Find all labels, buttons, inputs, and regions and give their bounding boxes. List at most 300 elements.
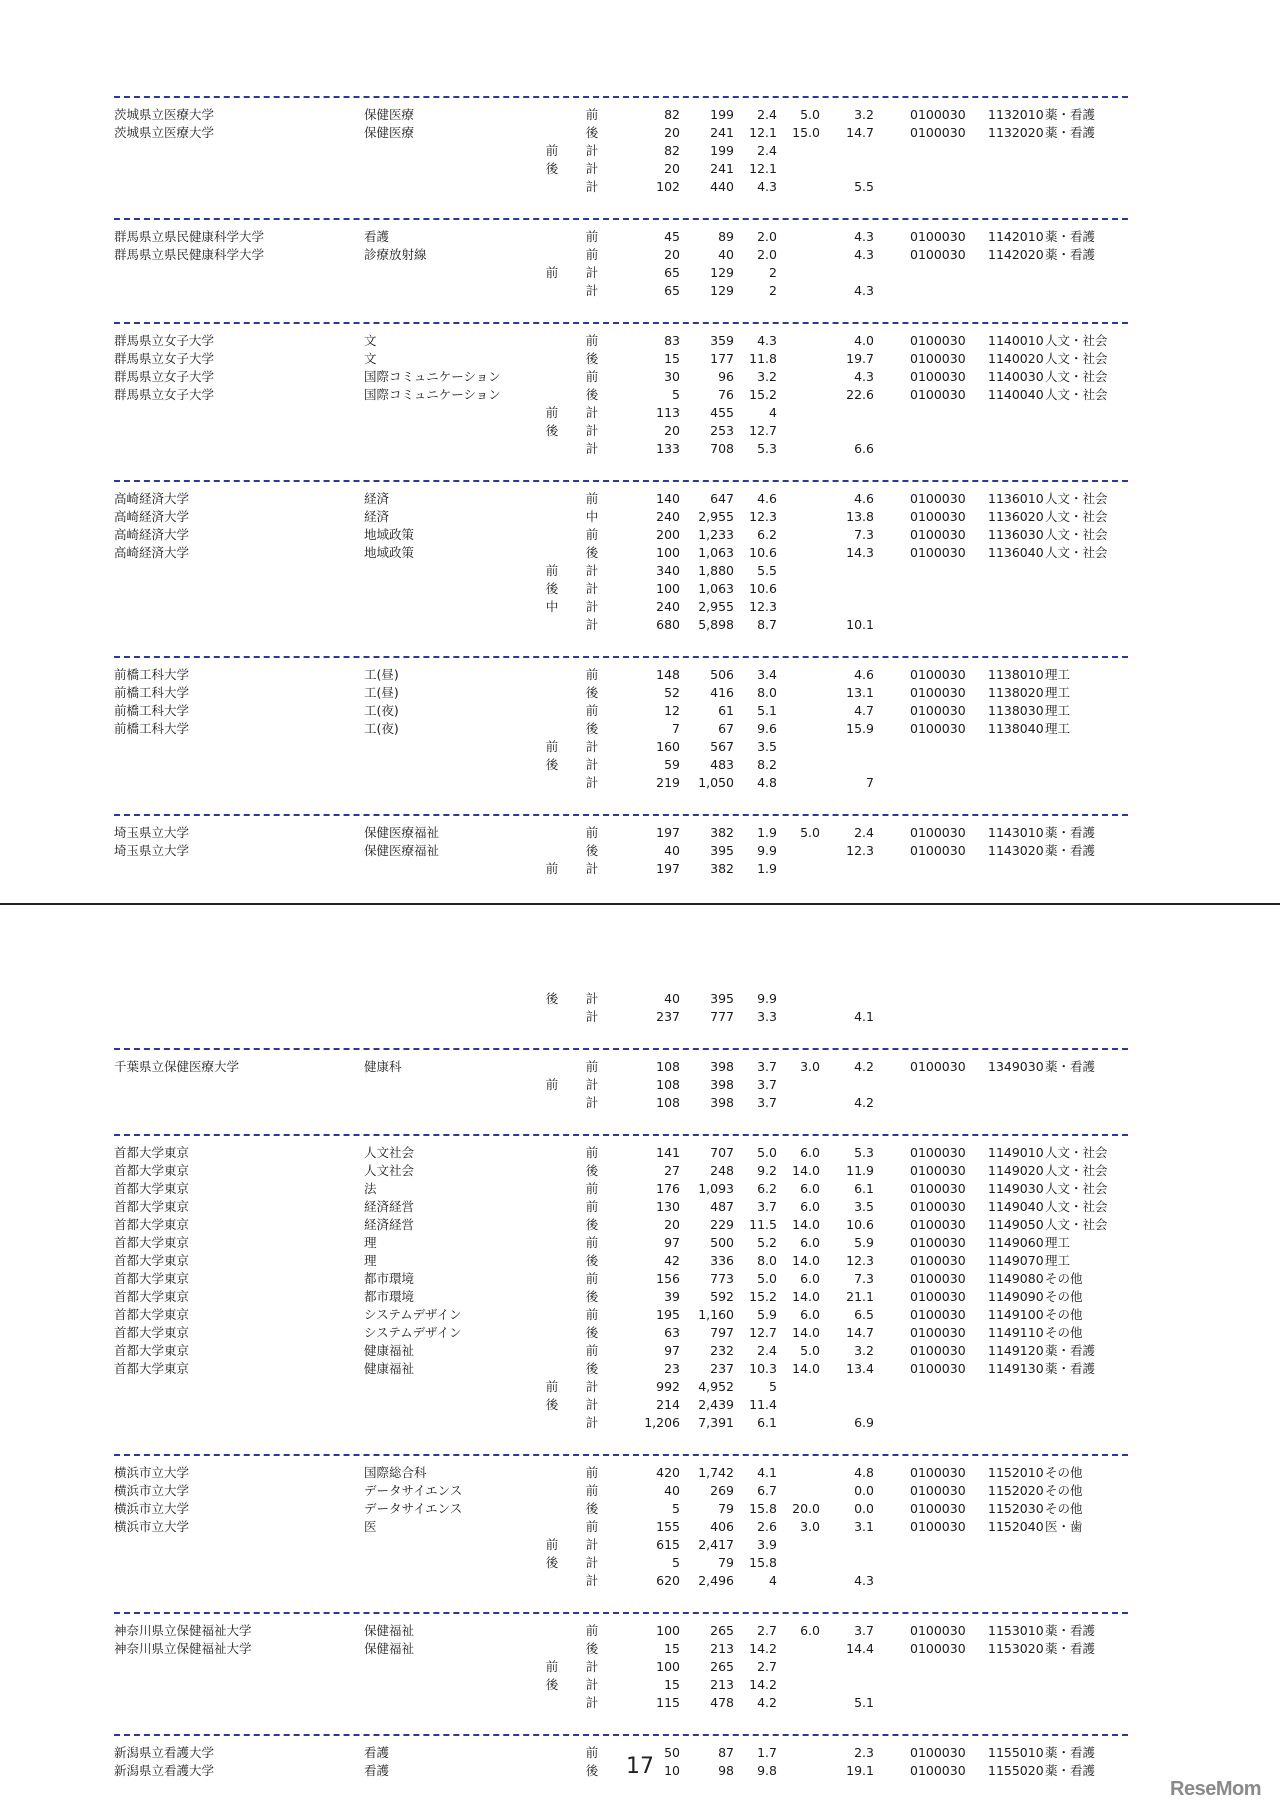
category-label: 人文・社会 [1045,527,1108,542]
capacity-value: 108 [656,1077,680,1092]
code-b: 1149080 [988,1271,1044,1286]
multiplier-value: 6.0 [800,1271,820,1286]
applicants-value: 773 [710,1271,734,1286]
schedule-label: 計 [585,1077,599,1092]
table-row [0,124,1280,142]
ratio-value: 5.0 [757,1145,777,1160]
table-row [0,1162,1280,1180]
ratio-value: 10.6 [749,545,777,560]
applicants-value: 248 [710,1163,734,1178]
table-row [0,1270,1280,1288]
university-name: 埼玉県立大学 [114,843,190,858]
faculty-name: 保健福祉 [364,1641,415,1656]
code-a: 0100030 [910,721,966,736]
code-b: 1155020 [988,1763,1044,1778]
table-row [0,350,1280,368]
schedule-label: 計 [585,1695,599,1710]
capacity-value: 155 [656,1519,680,1534]
applicants-value: 76 [718,387,734,402]
prev-ratio-value: 4.6 [854,667,874,682]
applicants-value: 79 [718,1501,734,1516]
code-a: 0100030 [910,1483,966,1498]
applicants-value: 265 [710,1659,734,1674]
code-b: 1149020 [988,1163,1044,1178]
table-row [0,142,1280,160]
capacity-value: 160 [656,739,680,754]
capacity-value: 237 [656,1009,680,1024]
ratio-value: 2.7 [757,1623,777,1638]
subtotal-schedule: 後 [545,991,559,1006]
faculty-name: 保健医療 [364,107,415,122]
capacity-value: 39 [664,1289,680,1304]
applicants-value: 395 [710,991,734,1006]
code-a: 0100030 [910,1325,966,1340]
applicants-value: 359 [710,333,734,348]
applicants-value: 1,880 [698,563,734,578]
ratio-value: 12.3 [749,599,777,614]
category-label: 人文・社会 [1045,369,1108,384]
table-row [0,1518,1280,1536]
capacity-value: 20 [664,161,680,176]
table-row [0,720,1280,738]
university-name: 千葉県立保健医療大学 [114,1059,240,1074]
multiplier-value: 6.0 [800,1307,820,1322]
university-name: 首都大学東京 [114,1361,190,1376]
prev-ratio-value: 21.1 [846,1289,874,1304]
prev-ratio-value: 12.3 [846,843,874,858]
ratio-value: 9.8 [757,1763,777,1778]
faculty-name: 法 [364,1181,377,1196]
table-row [0,1306,1280,1324]
schedule-label: 後 [585,125,599,140]
category-label: 薬・看護 [1045,107,1096,122]
code-b: 1132020 [988,125,1044,140]
faculty-name: 経済経営 [364,1217,415,1232]
ratio-value: 3.5 [757,739,777,754]
code-b: 1142020 [988,247,1044,262]
category-label: 薬・看護 [1045,1623,1096,1638]
applicants-value: 398 [710,1095,734,1110]
schedule-label: 計 [585,143,599,158]
university-name: 高崎経済大学 [114,527,190,542]
schedule-label: 後 [585,351,599,366]
faculty-name: 文 [364,333,377,348]
ratio-value: 9.9 [757,843,777,858]
multiplier-value: 14.0 [792,1361,820,1376]
schedule-label: 前 [585,825,599,840]
table-row [0,1640,1280,1658]
code-a: 0100030 [910,1181,966,1196]
prev-ratio-value: 2.3 [854,1745,874,1760]
code-b: 1143020 [988,843,1044,858]
faculty-name: 看護 [364,1745,390,1760]
category-label: 人文・社会 [1045,1199,1108,1214]
ratio-value: 10.3 [749,1361,777,1376]
schedule-label: 計 [585,1537,599,1552]
applicants-value: 506 [710,667,734,682]
subtotal-schedule: 前 [545,265,559,280]
prev-ratio-value: 4.0 [854,333,874,348]
multiplier-value: 6.0 [800,1235,820,1250]
code-a: 0100030 [910,107,966,122]
applicants-value: 592 [710,1289,734,1304]
prev-ratio-value: 7 [866,775,874,790]
ratio-value: 2.4 [757,143,777,158]
subtotal-schedule: 前 [545,1537,559,1552]
schedule-label: 前 [585,1483,599,1498]
applicants-value: 232 [710,1343,734,1358]
code-a: 0100030 [910,491,966,506]
ratio-value: 4.3 [757,179,777,194]
ratio-value: 3.9 [757,1537,777,1552]
code-b: 1149050 [988,1217,1044,1232]
university-name: 横浜市立大学 [114,1519,190,1534]
schedule-label: 前 [585,1199,599,1214]
code-a: 0100030 [910,1763,966,1778]
code-b: 1149110 [988,1325,1044,1340]
code-b: 1138010 [988,667,1044,682]
ratio-value: 3.7 [757,1077,777,1092]
faculty-name: 理 [364,1235,377,1250]
faculty-name: 健康福祉 [364,1343,415,1358]
capacity-value: 102 [656,179,680,194]
schedule-label: 後 [585,843,599,858]
applicants-value: 336 [710,1253,734,1268]
subtotal-schedule: 後 [545,161,559,176]
table-row [0,1144,1280,1162]
ratio-value: 5.5 [757,563,777,578]
capacity-value: 340 [656,563,680,578]
ratio-value: 12.7 [749,1325,777,1340]
schedule-label: 前 [585,1307,599,1322]
ratio-value: 8.0 [757,685,777,700]
ratio-value: 12.1 [749,125,777,140]
ratio-value: 9.6 [757,721,777,736]
schedule-label: 計 [585,1677,599,1692]
category-label: その他 [1045,1289,1083,1304]
capacity-value: 63 [664,1325,680,1340]
capacity-value: 15 [664,1677,680,1692]
faculty-name: システムデザイン [364,1307,462,1322]
faculty-name: 工(昼) [364,685,399,700]
group-separator [114,814,1128,816]
table-row [0,264,1280,282]
ratio-value: 2.0 [757,229,777,244]
schedule-label: 計 [585,265,599,280]
table-row [0,1216,1280,1234]
capacity-value: 197 [656,861,680,876]
schedule-label: 前 [585,1271,599,1286]
code-a: 0100030 [910,125,966,140]
applicants-value: 483 [710,757,734,772]
schedule-label: 前 [585,1745,599,1760]
capacity-value: 115 [656,1695,680,1710]
prev-ratio-value: 15.9 [846,721,874,736]
prev-ratio-value: 10.6 [846,1217,874,1232]
capacity-value: 97 [664,1235,680,1250]
ratio-value: 9.9 [757,991,777,1006]
applicants-value: 647 [710,491,734,506]
capacity-value: 141 [656,1145,680,1160]
schedule-label: 計 [585,563,599,578]
multiplier-value: 3.0 [800,1059,820,1074]
applicants-value: 237 [710,1361,734,1376]
faculty-name: 経済 [364,509,390,524]
faculty-name: 工(昼) [364,667,399,682]
university-name: 首都大学東京 [114,1181,190,1196]
table-row [0,178,1280,196]
schedule-label: 計 [585,599,599,614]
capacity-value: 156 [656,1271,680,1286]
applicants-value: 567 [710,739,734,754]
table-row [0,1058,1280,1076]
code-a: 0100030 [910,369,966,384]
table-row [0,1324,1280,1342]
capacity-value: 108 [656,1095,680,1110]
group-separator [114,1612,1128,1614]
prev-ratio-value: 14.7 [846,1325,874,1340]
capacity-value: 240 [656,599,680,614]
table-row [0,842,1280,860]
schedule-label: 計 [585,405,599,420]
faculty-name: 健康科 [364,1059,402,1074]
applicants-value: 395 [710,843,734,858]
ratio-value: 4.6 [757,491,777,506]
applicants-value: 382 [710,861,734,876]
code-a: 0100030 [910,1253,966,1268]
category-label: 人文・社会 [1045,1217,1108,1232]
schedule-label: 中 [585,509,599,524]
subtotal-schedule: 前 [545,1379,559,1394]
code-a: 0100030 [910,667,966,682]
prev-ratio-value: 12.3 [846,1253,874,1268]
code-b: 1153020 [988,1641,1044,1656]
university-name: 首都大学東京 [114,1145,190,1160]
code-a: 0100030 [910,229,966,244]
code-b: 1153010 [988,1623,1044,1638]
capacity-value: 65 [664,265,680,280]
schedule-label: 前 [585,1145,599,1160]
prev-ratio-value: 5.3 [854,1145,874,1160]
applicants-value: 2,955 [698,599,734,614]
prev-ratio-value: 4.3 [854,229,874,244]
capacity-value: 133 [656,441,680,456]
applicants-value: 129 [710,283,734,298]
code-b: 1140020 [988,351,1044,366]
multiplier-value: 6.0 [800,1145,820,1160]
faculty-name: 保健医療福祉 [364,843,440,858]
applicants-value: 4,952 [698,1379,734,1394]
capacity-value: 65 [664,283,680,298]
table-row [0,1396,1280,1414]
code-b: 1136010 [988,491,1044,506]
prev-ratio-value: 4.2 [854,1059,874,1074]
code-b: 1149120 [988,1343,1044,1358]
applicants-value: 2,417 [698,1537,734,1552]
code-b: 1149130 [988,1361,1044,1376]
capacity-value: 42 [664,1253,680,1268]
faculty-name: 国際コミュニケーション [364,387,501,402]
schedule-label: 後 [585,387,599,402]
capacity-value: 20 [664,247,680,262]
ratio-value: 2.6 [757,1519,777,1534]
table-row [0,1676,1280,1694]
applicants-value: 241 [710,125,734,140]
capacity-value: 148 [656,667,680,682]
prev-ratio-value: 4.2 [854,1095,874,1110]
ratio-value: 15.2 [749,1289,777,1304]
table-row [0,1198,1280,1216]
table-row [0,508,1280,526]
capacity-value: 30 [664,369,680,384]
code-a: 0100030 [910,1145,966,1160]
ratio-value: 8.0 [757,1253,777,1268]
multiplier-value: 20.0 [792,1501,820,1516]
page-divider [0,903,1280,905]
code-a: 0100030 [910,333,966,348]
code-a: 0100030 [910,703,966,718]
code-a: 0100030 [910,1217,966,1232]
schedule-label: 計 [585,1009,599,1024]
schedule-label: 前 [585,491,599,506]
category-label: 理工 [1045,1235,1071,1250]
table-row [0,332,1280,350]
ratio-value: 11.4 [749,1397,777,1412]
applicants-value: 1,093 [698,1181,734,1196]
group-separator [114,96,1128,98]
schedule-label: 前 [585,1235,599,1250]
capacity-value: 219 [656,775,680,790]
code-a: 0100030 [910,1307,966,1322]
schedule-label: 後 [585,1763,599,1778]
subtotal-schedule: 後 [545,581,559,596]
capacity-value: 15 [664,351,680,366]
table-row [0,228,1280,246]
table-row [0,990,1280,1008]
prev-ratio-value: 14.4 [846,1641,874,1656]
table-row [0,1234,1280,1252]
subtotal-schedule: 後 [545,1397,559,1412]
faculty-name: 経済 [364,491,390,506]
category-label: 人文・社会 [1045,387,1108,402]
applicants-value: 253 [710,423,734,438]
capacity-value: 40 [664,843,680,858]
applicants-value: 1,063 [698,581,734,596]
university-name: 首都大学東京 [114,1217,190,1232]
group-separator [114,1454,1128,1456]
schedule-label: 前 [585,333,599,348]
table-row [0,1554,1280,1572]
schedule-label: 計 [585,1379,599,1394]
prev-ratio-value: 0.0 [854,1483,874,1498]
faculty-name: 保健医療福祉 [364,825,440,840]
prev-ratio-value: 4.3 [854,247,874,262]
table-row [0,282,1280,300]
category-label: 薬・看護 [1045,1641,1096,1656]
code-b: 1138040 [988,721,1044,736]
table-row [0,684,1280,702]
prev-ratio-value: 14.7 [846,125,874,140]
schedule-label: 計 [585,1397,599,1412]
ratio-value: 1.7 [757,1745,777,1760]
schedule-label: 計 [585,1573,599,1588]
university-name: 群馬県立女子大学 [114,387,215,402]
table-row [0,616,1280,634]
table-row [0,1094,1280,1112]
group-separator [114,218,1128,220]
category-label: 薬・看護 [1045,1361,1096,1376]
code-a: 0100030 [910,1623,966,1638]
code-a: 0100030 [910,1289,966,1304]
subtotal-schedule: 後 [545,1555,559,1570]
faculty-name: データサイエンス [364,1501,463,1516]
schedule-label: 前 [585,1465,599,1480]
schedule-label: 前 [585,527,599,542]
university-name: 高崎経済大学 [114,491,190,506]
code-a: 0100030 [910,1519,966,1534]
group-separator [114,480,1128,482]
schedule-label: 後 [585,685,599,700]
category-label: 理工 [1045,685,1071,700]
code-a: 0100030 [910,1361,966,1376]
ratio-value: 4 [769,405,777,420]
multiplier-value: 14.0 [792,1289,820,1304]
university-name: 茨城県立医療大学 [114,107,215,122]
prev-ratio-value: 6.6 [854,441,874,456]
applicants-value: 440 [710,179,734,194]
code-b: 1152020 [988,1483,1044,1498]
ratio-value: 12.7 [749,423,777,438]
prev-ratio-value: 11.9 [846,1163,874,1178]
category-label: 薬・看護 [1045,1343,1096,1358]
university-name: 群馬県立県民健康科学大学 [114,247,265,262]
prev-ratio-value: 2.4 [854,825,874,840]
applicants-value: 241 [710,161,734,176]
capacity-value: 130 [656,1199,680,1214]
applicants-value: 2,496 [698,1573,734,1588]
prev-ratio-value: 3.2 [854,1343,874,1358]
ratio-value: 11.5 [749,1217,777,1232]
prev-ratio-value: 5.1 [854,1695,874,1710]
code-a: 0100030 [910,1059,966,1074]
table-row [0,1288,1280,1306]
table-row [0,526,1280,544]
code-a: 0100030 [910,527,966,542]
prev-ratio-value: 13.4 [846,1361,874,1376]
code-b: 1138030 [988,703,1044,718]
prev-ratio-value: 4.8 [854,1465,874,1480]
ratio-value: 3.7 [757,1199,777,1214]
code-a: 0100030 [910,685,966,700]
schedule-label: 前 [585,703,599,718]
ratio-value: 2.4 [757,107,777,122]
code-a: 0100030 [910,1271,966,1286]
table-row [0,386,1280,404]
ratio-value: 3.4 [757,667,777,682]
schedule-label: 後 [585,1501,599,1516]
capacity-value: 620 [656,1573,680,1588]
applicants-value: 5,898 [698,617,734,632]
subtotal-schedule: 前 [545,143,559,158]
capacity-value: 140 [656,491,680,506]
code-a: 0100030 [910,1465,966,1480]
table-row [0,1622,1280,1640]
university-name: 首都大学東京 [114,1199,190,1214]
ratio-value: 14.2 [749,1677,777,1692]
ratio-value: 3.7 [757,1095,777,1110]
resemom-logo: ReseMom [1170,1778,1261,1800]
code-b: 1140030 [988,369,1044,384]
